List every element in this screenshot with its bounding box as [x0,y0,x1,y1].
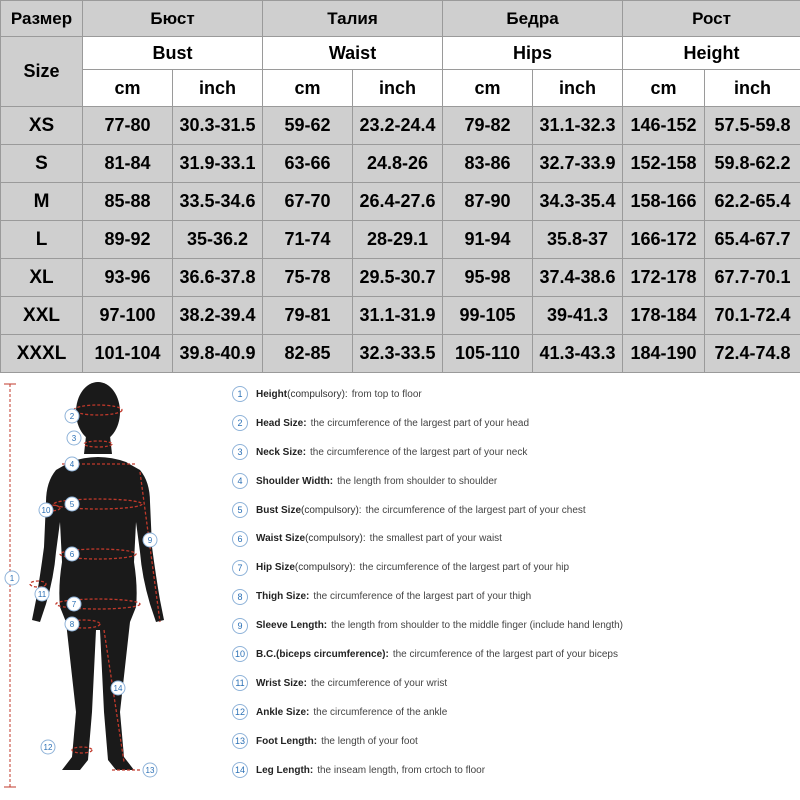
table-row [1,107,800,145]
header-row-english [1,37,800,70]
svg-text:10: 10 [41,506,51,515]
measure-description: from top to floor [351,388,422,400]
measurement-cell: 67-70 [263,183,353,221]
svg-text:5: 5 [69,500,75,509]
header-bust-en: Bust [83,37,263,70]
number-marker: 12 [232,704,248,720]
list-item [232,582,800,611]
figure-marker-1 [5,571,19,585]
figure-marker-3 [67,431,81,445]
figure-marker-13 [143,763,157,777]
svg-text:3: 3 [71,434,77,443]
unit-cell: inch [705,70,800,107]
measurement-cell: 35.8-37 [533,221,623,259]
measurement-cell: 83-86 [443,145,533,183]
measurement-cell: 99-105 [443,297,533,335]
measure-description: the inseam length, from crtoch to floor [317,764,486,776]
svg-text:11: 11 [37,590,47,599]
measurement-cell: 33.5-34.6 [173,183,263,221]
number-marker: 14 [232,762,248,778]
number-marker: 7 [232,560,248,576]
list-item [232,467,800,496]
unit-cell: cm [263,70,353,107]
measurement-cell: 31.9-33.1 [173,145,263,183]
measurement-cell: 39.8-40.9 [173,335,263,373]
size-label-cell: XS [1,107,83,145]
table-row [1,297,800,335]
measurement-cell: 166-172 [623,221,705,259]
measurement-cell: 59.8-62.2 [705,145,800,183]
measurement-cell: 30.3-31.5 [173,107,263,145]
measure-label: Waist Size [256,533,306,545]
figure-marker-5 [65,497,79,511]
list-item [232,611,800,640]
measure-description: the circumference of the ankle [313,706,448,718]
measurement-cell: 172-178 [623,259,705,297]
measurement-cell: 105-110 [443,335,533,373]
unit-cell: cm [83,70,173,107]
list-item [232,756,800,785]
measure-description: the circumference of the largest part of your head [310,417,530,429]
measurement-cell: 41.3-43.3 [533,335,623,373]
measure-description: the smallest part of your waist [369,533,502,545]
measurement-guide-list [232,380,800,784]
measure-description: the length from shoulder to the middle finger (include hand length) [331,620,623,632]
measure-description: the length from shoulder to shoulder [337,475,498,487]
measurement-cell: 79-82 [443,107,533,145]
unit-cell: inch [173,70,263,107]
measurement-cell: 34.3-35.4 [533,183,623,221]
svg-text:2: 2 [69,412,75,421]
measurement-cell: 95-98 [443,259,533,297]
height-measure-line [4,384,16,787]
number-marker: 8 [232,589,248,605]
size-label-cell: M [1,183,83,221]
measurement-cell: 39-41.3 [533,297,623,335]
number-marker: 11 [232,675,248,691]
table-row [1,335,800,373]
measure-note: (compulsory): [294,562,356,574]
measurement-cell: 31.1-31.9 [353,297,443,335]
measurement-cell: 152-158 [623,145,705,183]
measurement-cell: 23.2-24.4 [353,107,443,145]
measure-description: the circumference of the largest part of your chest [365,504,586,516]
measurement-cell: 24.8-26 [353,145,443,183]
header-bust-ru: Бюст [83,1,263,37]
table-row [1,145,800,183]
number-marker: 1 [232,386,248,402]
svg-text:9: 9 [147,536,153,545]
header-hips-ru: Бедра [443,1,623,37]
number-marker: 4 [232,473,248,489]
measure-label: Sleeve Length: [256,620,328,632]
measure-label: Head Size: [256,417,307,429]
measure-note: (compulsory): [301,504,362,516]
measurement-guide [0,372,800,800]
measurement-cell: 79-81 [263,297,353,335]
measure-description: the circumference of the largest part of your hip [359,562,570,574]
svg-text:14: 14 [113,684,123,693]
figure-marker-8 [65,617,79,631]
header-hips-en: Hips [443,37,623,70]
figure-marker-2 [65,409,79,423]
measurement-cell: 71-74 [263,221,353,259]
body-measurement-figure [0,372,230,800]
measurement-cell: 89-92 [83,221,173,259]
measurement-cell: 32.3-33.5 [353,335,443,373]
measurement-cell: 37.4-38.6 [533,259,623,297]
measurement-cell: 70.1-72.4 [705,297,800,335]
measurement-cell: 36.6-37.8 [173,259,263,297]
size-chart-table [0,0,800,373]
measure-description: the circumference of your wrist [310,677,448,689]
number-marker: 13 [232,733,248,749]
measure-label: Wrist Size: [256,677,307,689]
measure-description: the circumference of the largest part of your thigh [313,591,532,603]
measurement-cell: 178-184 [623,297,705,335]
measurement-cell: 97-100 [83,297,173,335]
header-height-ru: Рост [623,1,800,37]
header-waist-ru: Талия [263,1,443,37]
unit-cell: inch [353,70,443,107]
list-item [232,727,800,756]
svg-text:6: 6 [69,550,75,559]
list-item [232,409,800,438]
list-item [232,553,800,582]
figure-marker-4 [65,457,79,471]
header-size-en: Size [1,37,83,107]
size-label-cell: L [1,221,83,259]
body-silhouette [32,382,164,770]
measurement-cell: 32.7-33.9 [533,145,623,183]
figure-marker-12 [41,740,55,754]
unit-cell: inch [533,70,623,107]
measurement-cell: 31.1-32.3 [533,107,623,145]
table-row [1,221,800,259]
figure-marker-6 [65,547,79,561]
figure-marker-14 [111,681,125,695]
svg-text:4: 4 [69,460,75,469]
header-height-en: Height [623,37,800,70]
list-item [232,698,800,727]
measurement-cell: 184-190 [623,335,705,373]
svg-text:8: 8 [69,620,75,629]
measurement-cell: 91-94 [443,221,533,259]
size-label-cell: XXL [1,297,83,335]
size-label-cell: XXXL [1,335,83,373]
header-row-russian [1,1,800,37]
measurement-cell: 29.5-30.7 [353,259,443,297]
measure-label: Ankle Size: [256,706,310,718]
unit-cell: cm [623,70,705,107]
unit-row [1,70,800,107]
measurement-cell: 65.4-67.7 [705,221,800,259]
svg-text:13: 13 [145,766,155,775]
size-label-cell: XL [1,259,83,297]
measurement-cell: 63-66 [263,145,353,183]
list-item [232,438,800,467]
measurement-cell: 62.2-65.4 [705,183,800,221]
figure-marker-10 [39,503,53,517]
number-marker: 6 [232,531,248,547]
measurement-cell: 72.4-74.8 [705,335,800,373]
measure-label: Thigh Size: [256,591,310,603]
measure-note: (compulsory): [305,533,366,545]
number-marker: 9 [232,618,248,634]
measure-label: Foot Length: [256,735,318,747]
size-data-rows [1,107,800,373]
figure-marker-9 [143,533,157,547]
number-marker: 2 [232,415,248,431]
list-item [232,524,800,553]
measure-label: Bust Size [256,504,302,516]
measure-description: the circumference of the largest part of your biceps [392,648,618,660]
measurement-cell: 26.4-27.6 [353,183,443,221]
measurement-cell: 59-62 [263,107,353,145]
list-item [232,640,800,669]
figure-marker-11 [35,587,49,601]
header-size-ru: Размер [1,1,83,37]
measure-description: the length of your foot [321,735,418,747]
measurement-cell: 35-36.2 [173,221,263,259]
measure-label: Leg Length: [256,764,314,776]
measure-note: (compulsory): [287,388,348,400]
measurement-cell: 28-29.1 [353,221,443,259]
size-label-cell: S [1,145,83,183]
figure-marker-7 [67,597,81,611]
measurement-cell: 87-90 [443,183,533,221]
measurement-cell: 93-96 [83,259,173,297]
svg-text:12: 12 [43,743,53,752]
measurement-cell: 75-78 [263,259,353,297]
measure-label: Hip Size [256,562,295,574]
measure-label: B.C.(biceps circumference): [256,648,389,660]
measure-label: Neck Size: [256,446,307,458]
measurement-cell: 158-166 [623,183,705,221]
table-row [1,259,800,297]
measurement-cell: 85-88 [83,183,173,221]
unit-cell: cm [443,70,533,107]
measurement-cell: 81-84 [83,145,173,183]
measurement-cell: 57.5-59.8 [705,107,800,145]
number-marker: 10 [232,646,248,662]
list-item [232,669,800,698]
measurement-cell: 67.7-70.1 [705,259,800,297]
measurement-cell: 77-80 [83,107,173,145]
measurement-cell: 38.2-39.4 [173,297,263,335]
measure-label: Shoulder Width: [256,475,334,487]
measurement-cell: 101-104 [83,335,173,373]
list-item [232,496,800,525]
number-marker: 5 [232,502,248,518]
table-row [1,183,800,221]
svg-text:7: 7 [71,600,77,609]
measure-description: the circumference of the largest part of your neck [310,446,528,458]
list-item [232,380,800,409]
number-marker: 3 [232,444,248,460]
measurement-cell: 146-152 [623,107,705,145]
measurement-cell: 82-85 [263,335,353,373]
header-waist-en: Waist [263,37,443,70]
svg-text:1: 1 [9,574,15,583]
measure-label: Height [256,388,288,400]
